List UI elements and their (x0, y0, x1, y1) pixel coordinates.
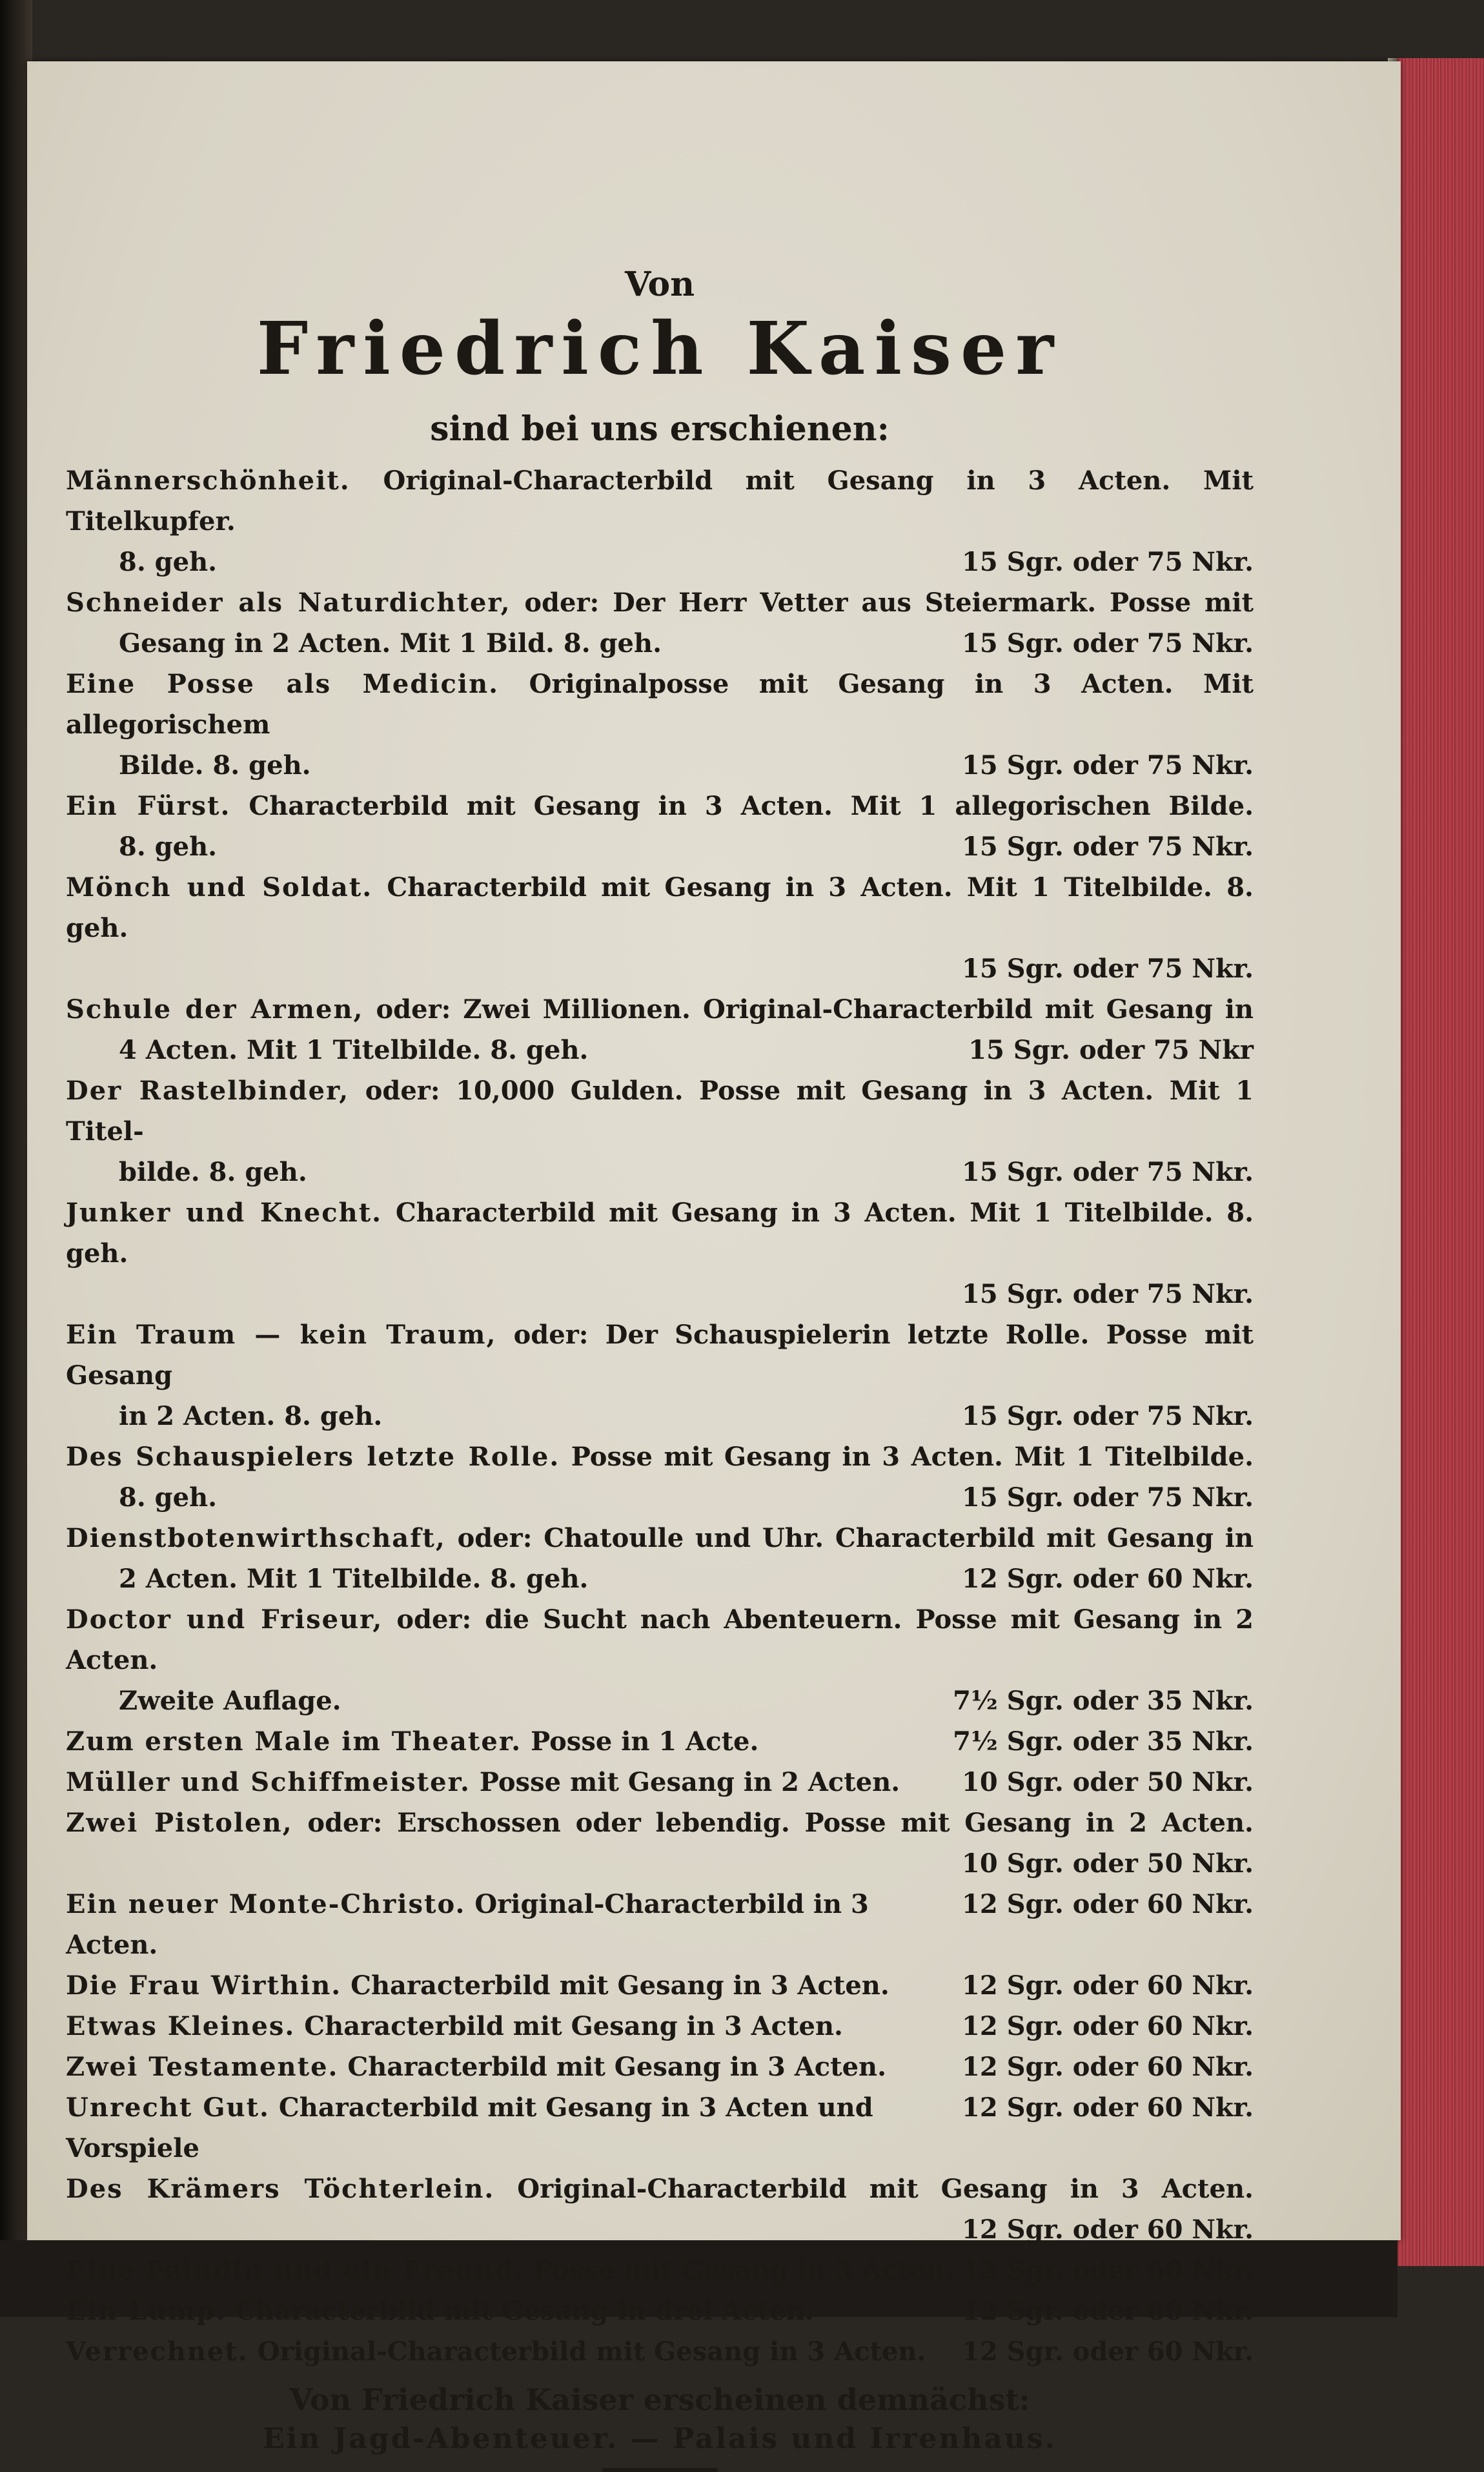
entry-text-group (66, 2331, 926, 2372)
header-von: Von (624, 265, 695, 304)
entry-list-single-3 (66, 2250, 1254, 2372)
entry-text-group (66, 2006, 843, 2047)
list-item (66, 786, 1254, 867)
entry-price: 15 Sgr. oder 75 Nkr (968, 1034, 1254, 1065)
list-item (66, 2331, 1254, 2372)
entry-list-single-2 (66, 1884, 1254, 2169)
entry-price: 10 Sgr. oder 50 Nkr. (962, 1766, 1254, 1797)
entry-price: 12 Sgr. oder 60 Nkr. (962, 2254, 1254, 2285)
list-item (66, 2169, 1254, 2250)
entry-price: 15 Sgr. oder 75 Nkr. (962, 1278, 1254, 1309)
entry-description-continued: 8. geh. (119, 546, 218, 577)
entry-description: Characterbild mit Gesang in drei Acten. (235, 2295, 814, 2326)
book-red-edge (1398, 58, 1484, 2266)
entry-price: 7½ Sgr. oder 35 Nkr. (953, 1726, 1254, 1757)
entry-price: 10 Sgr. oder 50 Nkr. (962, 1848, 1254, 1879)
entry-title: Verrechnet. (66, 2336, 249, 2367)
entry-description: Originalposse mit Gesang in 3 Acten. Mit allegorischem (66, 668, 1254, 740)
entry-description: Posse mit Gesang in 3 Acten. (533, 2254, 954, 2285)
entry-description: Characterbild mit Gesang in 3 Acten. Mit 1 Titelbilde. 8. geh. (66, 872, 1254, 943)
entry-price: 15 Sgr. oder 75 Nkr. (962, 1482, 1254, 1513)
entry-title: Eine Feindin und ein Freund. (66, 2254, 525, 2285)
entry-description: Original-Characterbild mit Gesang in 3 Acten. Mit Titelkupfer. (66, 465, 1254, 536)
list-item (66, 1518, 1254, 1599)
entry-price: 15 Sgr. oder 75 Nkr. (962, 1156, 1254, 1187)
list-item (66, 2047, 1254, 2087)
entry-title: Männerschönheit. (66, 465, 351, 496)
entry-line-2 (66, 1274, 1254, 1314)
list-item (66, 1314, 1254, 1436)
list-item (66, 582, 1254, 664)
entry-price: 15 Sgr. oder 75 Nkr. (962, 831, 1254, 862)
entry-title: Des Krämers Töchterlein. (66, 2173, 495, 2204)
list-item (66, 2006, 1254, 2047)
advert-content (66, 265, 1254, 2472)
list-item (66, 1762, 1254, 1803)
entry-description: Characterbild mit Gesang in 3 Acten. Mit 1 Titelbilde. 8. geh. (66, 1197, 1254, 1269)
entry-line-1 (66, 582, 1254, 623)
entry-price: 12 Sgr. oder 60 Nkr. (962, 2010, 1254, 2041)
entry-description-continued: Bilde. 8. geh. (119, 750, 311, 781)
entry-title: Schneider als Naturdichter, (66, 587, 511, 618)
entry-price: 7½ Sgr. oder 35 Nkr. (953, 1685, 1254, 1716)
entry-title: Zum ersten Male im Theater. (66, 1726, 522, 1757)
entry-price: 12 Sgr. oder 60 Nkr. (962, 1970, 1254, 2001)
entry-list-2 (66, 1803, 1254, 1884)
entry-text-group (66, 1721, 758, 1762)
entry-title: Zwei Pistolen, (66, 1807, 293, 1838)
footer-announcement: Von Friedrich Kaiser erscheinen demnächst: (289, 2382, 1030, 2417)
entry-title: Ein neuer Monte-Christo. (66, 1888, 466, 1919)
entry-description: Characterbild mit Gesang in 3 Acten. (351, 1970, 889, 2001)
entry-line-2 (66, 1558, 1254, 1599)
entry-title: Schule der Armen, (66, 994, 364, 1025)
entry-description: oder: Der Herr Vetter aus Steiermark. Posse mit (524, 587, 1254, 618)
entry-title: Des Schauspielers letzte Rolle. (66, 1441, 560, 1472)
entry-description: oder: Zwei Millionen. Original-Characterbild mit Gesang in (376, 994, 1254, 1025)
entry-line-1 (66, 1518, 1254, 1558)
entry-line-2 (66, 1680, 1254, 1721)
entry-price: 12 Sgr. oder 60 Nkr. (962, 2295, 1254, 2326)
entry-text-group (66, 2087, 962, 2169)
entry-description: Characterbild mit Gesang in 3 Acten. (304, 2010, 843, 2041)
entry-list (66, 460, 1254, 1721)
entry-title: Eine Posse als Medicin. (66, 668, 500, 699)
entry-line-1 (66, 1192, 1254, 1274)
entry-description: Posse in 1 Acte. (531, 1726, 759, 1757)
list-item (66, 1436, 1254, 1518)
entry-price: 15 Sgr. oder 75 Nkr. (962, 1400, 1254, 1431)
entry-description: oder: Chatoulle und Uhr. Characterbild mit Gesang in (457, 1522, 1254, 1553)
entry-line-2 (66, 1396, 1254, 1436)
entry-description: oder: Erschossen oder lebendig. Posse mit Gesang in 2 Acten. (307, 1807, 1254, 1838)
entry-line-1 (66, 1314, 1254, 1396)
entry-title: Ein Traum — kein Traum, (66, 1319, 497, 1350)
list-item (66, 1884, 1254, 1965)
entry-description-continued: 8. geh. (119, 831, 218, 862)
list-item (66, 664, 1254, 786)
author-name: Friedrich Kaiser (256, 307, 1063, 391)
entry-description-continued: in 2 Acten. 8. geh. (119, 1400, 383, 1431)
entry-text-group (66, 2047, 886, 2087)
entry-line-1 (66, 2169, 1254, 2209)
entry-description-continued: 2 Acten. Mit 1 Titelbilde. 8. geh. (119, 1563, 589, 1594)
entry-title: Müller und Schiffmeister. (66, 1766, 471, 1797)
list-item (66, 1070, 1254, 1192)
entry-text-group (66, 1762, 900, 1803)
header-subtitle: sind bei uns erschienen: (430, 409, 889, 449)
list-item (66, 2291, 1254, 2331)
footer-titles: Ein Jagd-Abenteuer. — Palais und Irrenhaus. (263, 2422, 1057, 2455)
entry-title: Doctor und Friseur, (66, 1604, 383, 1635)
entry-price: 15 Sgr. oder 75 Nkr. (962, 628, 1254, 659)
entry-description-continued: 8. geh. (119, 1482, 218, 1513)
entry-list-single (66, 1721, 1254, 1803)
list-item (66, 1599, 1254, 1721)
list-item (66, 1965, 1254, 2006)
entry-description-continued: Zweite Auflage. (119, 1685, 341, 1716)
entry-title: Die Frau Wirthin. (66, 1970, 342, 2001)
entry-description: Original-Characterbild in 3 Acten. (66, 1888, 869, 1960)
entry-line-2 (66, 1030, 1254, 1070)
entry-line-1 (66, 664, 1254, 745)
entry-text-group (66, 2291, 814, 2331)
entry-line-2 (66, 542, 1254, 582)
entry-line-1 (66, 867, 1254, 948)
list-item (66, 1192, 1254, 1314)
entry-title: Junker und Knecht. (66, 1197, 383, 1228)
entry-title: Etwas Kleines. (66, 2010, 296, 2041)
entry-line-1 (66, 460, 1254, 542)
entry-price: 12 Sgr. oder 60 Nkr. (962, 1563, 1254, 1594)
entry-text-group (66, 1965, 889, 2006)
entry-title: Unrecht Gut. (66, 2092, 270, 2123)
entry-line-1 (66, 1803, 1254, 1843)
entry-price: 12 Sgr. oder 60 Nkr. (962, 2214, 1254, 2245)
entry-description: oder: Der Schauspielerin letzte Rolle. Posse mit Gesang (66, 1319, 1254, 1391)
entry-line-2 (66, 1152, 1254, 1192)
list-item (66, 989, 1254, 1070)
entry-price: 12 Sgr. oder 60 Nkr. (962, 2051, 1254, 2082)
entry-title: Zwei Testamente. (66, 2051, 339, 2082)
entry-line-1 (66, 989, 1254, 1030)
entry-line-1 (66, 1599, 1254, 1680)
entry-description-continued: Gesang in 2 Acten. Mit 1 Bild. 8. geh. (119, 628, 662, 659)
entry-description: Characterbild mit Gesang in 3 Acten. Mit 1 allegorischen Bilde. (249, 790, 1254, 821)
entry-line-1 (66, 1070, 1254, 1152)
list-item (66, 2087, 1254, 2169)
entry-title: Ein Lump. (66, 2295, 227, 2326)
list-item (66, 460, 1254, 582)
entry-description-continued: 4 Acten. Mit 1 Titelbilde. 8. geh. (119, 1034, 589, 1065)
entry-price: 15 Sgr. oder 75 Nkr. (962, 546, 1254, 577)
entry-title: Ein Fürst. (66, 790, 231, 821)
entry-list-3 (66, 2169, 1254, 2250)
entry-description: Characterbild mit Gesang in 3 Acten. (347, 2051, 887, 2082)
entry-description-continued: bilde. 8. geh. (119, 1156, 307, 1187)
entry-title: Der Rastelbinder, (66, 1075, 350, 1106)
list-item (66, 867, 1254, 989)
entry-line-2 (66, 1843, 1254, 1884)
entry-line-2 (66, 745, 1254, 786)
entry-price: 15 Sgr. oder 75 Nkr. (962, 750, 1254, 781)
entry-price: 12 Sgr. oder 60 Nkr. (962, 2092, 1254, 2123)
entry-line-2 (66, 1477, 1254, 1518)
decorative-rule (602, 2468, 718, 2472)
entry-line-1 (66, 1436, 1254, 1477)
entry-line-1 (66, 786, 1254, 826)
list-item (66, 2250, 1254, 2291)
list-item (66, 1803, 1254, 1884)
entry-title: Mönch und Soldat. (66, 872, 373, 903)
entry-line-2 (66, 826, 1254, 867)
entry-line-2 (66, 948, 1254, 989)
entry-description: Original-Characterbild mit Gesang in 3 Acten. (517, 2173, 1254, 2204)
entry-line-2 (66, 623, 1254, 664)
entry-description: oder: 10,000 Gulden. Posse mit Gesang in 3 Acten. Mit 1 Titel- (66, 1075, 1254, 1147)
entry-text-group (66, 2250, 954, 2291)
list-item (66, 1721, 1254, 1762)
entry-title: Dienstbotenwirthschaft, (66, 1522, 446, 1553)
entry-description: Posse mit Gesang in 3 Acten. Mit 1 Titelbilde. (571, 1441, 1254, 1472)
entry-description: Characterbild mit Gesang in 3 Acten und Vorspiele (66, 2092, 873, 2163)
entry-price: 12 Sgr. oder 60 Nkr. (962, 2336, 1254, 2367)
entry-price: 12 Sgr. oder 60 Nkr. (962, 1888, 1254, 1919)
entry-text-group (66, 1884, 962, 1965)
entry-description: Posse mit Gesang in 2 Acten. (479, 1766, 900, 1797)
entry-line-2 (66, 2209, 1254, 2250)
entry-description: Original-Characterbild mit Gesang in 3 Acten. (257, 2336, 926, 2367)
entry-description: oder: die Sucht nach Abenteuern. Posse mit Gesang in 2 Acten. (66, 1604, 1254, 1675)
entry-price: 15 Sgr. oder 75 Nkr. (962, 953, 1254, 984)
